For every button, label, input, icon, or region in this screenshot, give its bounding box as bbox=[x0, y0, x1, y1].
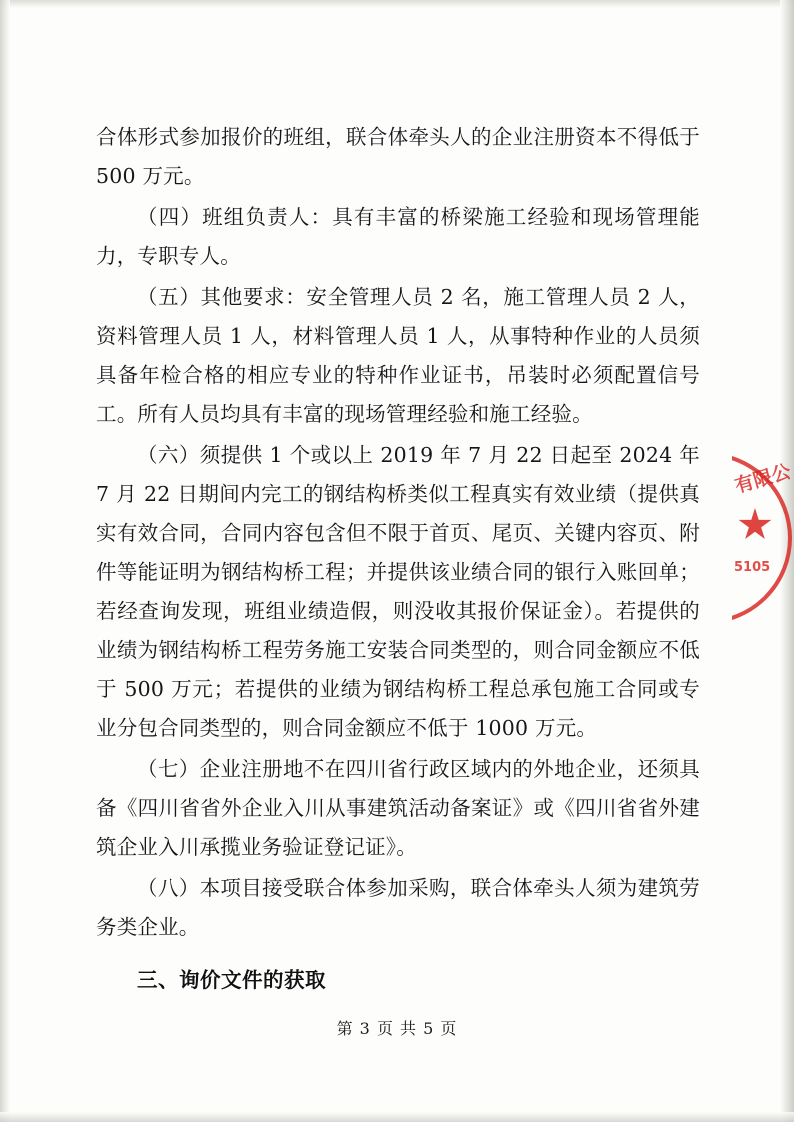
page-edge-top bbox=[0, 0, 794, 8]
seal-star-icon bbox=[738, 508, 772, 542]
page-edge-left bbox=[0, 0, 10, 1122]
page-footer: 第 3 页 共 5 页 bbox=[336, 1019, 458, 1038]
paragraph-item-8: （八）本项目接受联合体参加采购，联合体牵头人须为建筑劳务类企业。 bbox=[96, 876, 700, 939]
section-heading: 三、询价文件的获取 bbox=[137, 968, 326, 992]
paragraph-item-7: （七）企业注册地不在四川省行政区域内的外地企业，还须具备《四川省省外企业入川从事建筑活动备案证》或《四川省省外建筑企业入川承揽业务验证登记证》。 bbox=[96, 757, 700, 859]
paragraph-item-6: （六）须提供 1 个或以上 2019 年 7 月 22 日起至 2024 年 7 月 22 日期间内完工的钢结构桥类似工程真实有效业绩（提供真实有效合同，合同内容包含但不限于首页、尾页、关键内容页、附件等能证明为钢结构桥工程；并提供该业绩合同的银行入账回单；若经查询发现，班组业绩造假，则没收其报价保证金）。若提供的业绩为钢结构桥工程劳务施工安装合同类型的，则合同金额应不低于 500 万元；若提供的业绩为钢结构桥工程总承包施工合同或专业分包合同类型的，则合同金额应不低于 1000 万元。 bbox=[96, 443, 700, 740]
document-body bbox=[96, 118, 700, 1000]
paragraph-item-4: （四）班组负责人：具有丰富的桥梁施工经验和现场管理能力，专职专人。 bbox=[96, 205, 700, 268]
paragraph-item-5: （五）其他要求：安全管理人员 2 名，施工管理人员 2 人，资料管理人员 1 人，材料管理人员 1 人，从事特种作业的人员须具备年检合格的相应专业的特种作业证书，吊装时必须配置信号工。所有人员均具有丰富的现场管理经验和施工经验。 bbox=[96, 285, 700, 426]
page-edge-right bbox=[780, 0, 794, 1122]
seal-text-bottom: 5105 bbox=[734, 560, 771, 575]
paragraph-continuation: 合体形式参加报价的班组，联合体牵头人的企业注册资本不得低于 500 万元。 bbox=[96, 125, 700, 188]
seal-text-top: 有限公 bbox=[732, 460, 794, 498]
page-edge-bottom bbox=[0, 1112, 794, 1122]
